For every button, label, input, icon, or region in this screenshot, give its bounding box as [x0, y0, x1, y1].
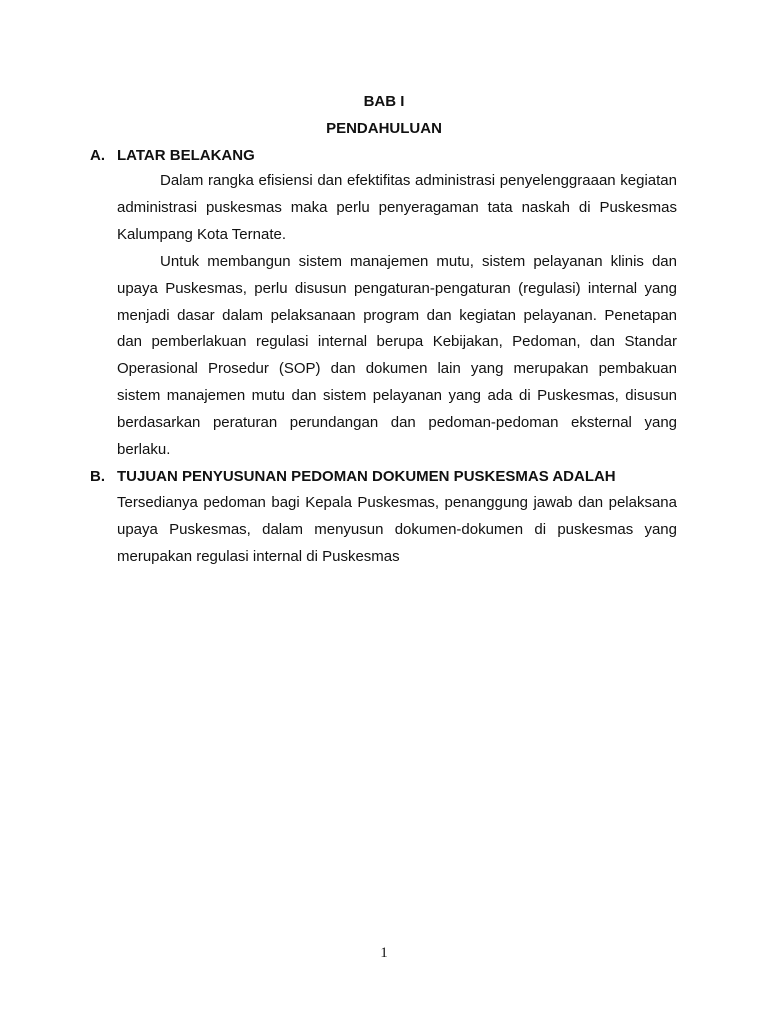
section-b-title: TUJUAN PENYUSUNAN PEDOMAN DOKUMEN PUSKESMAS ADALAH: [117, 468, 616, 485]
chapter-number: BAB I: [363, 93, 405, 110]
section-a-heading: [90, 147, 690, 165]
section-a-paragraph-1: Dalam rangka efisiensi dan efektifitas administrasi penyelenggraaan kegiatan administrasi puskesmas maka perlu penyeragaman tata naskah di Puskesmas Kalumpang Kota Ternate.: [117, 172, 677, 243]
section-b-letter: B.: [90, 468, 105, 485]
page-number: 1: [380, 945, 388, 961]
chapter-title: PENDAHULUAN: [326, 120, 442, 137]
section-b-heading: [90, 468, 690, 486]
section-a-title: LATAR BELAKANG: [117, 147, 255, 164]
section-a-letter: A.: [90, 147, 105, 164]
section-a-paragraph-2: Untuk membangun sistem manajemen mutu, sistem pelayanan klinis dan upaya Puskesmas, perlu disusun pengaturan-pengaturan (regulasi) internal yang menjadi dasar dalam pelaksanaan program dan kegiatan pelayanan. Penetapan dan pemberlakuan regulasi internal berupa Kebijakan, Pedoman, dan Standar Operasional Prosedur (SOP) dan dokumen lain yang merupakan pembakuan sistem manajemen mutu dan sistem pelayanan yang ada di Puskesmas, disusun berdasarkan peraturan perundangan dan pedoman-pedoman eksternal yang berlaku.: [117, 253, 677, 458]
section-b-paragraph-1: Tersedianya pedoman bagi Kepala Puskesmas, penanggung jawab dan pelaksana upaya Puskesmas, dalam menyusun dokumen-dokumen di puskesmas yang merupakan regulasi internal di Puskesmas: [117, 494, 677, 565]
